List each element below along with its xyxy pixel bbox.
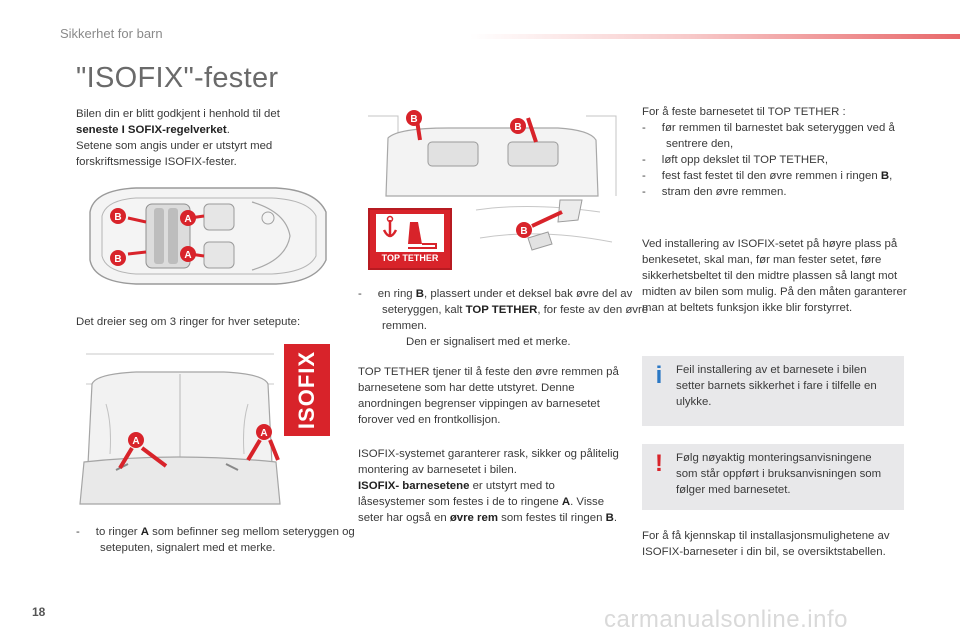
intro-line-2 [76,122,336,138]
tether-label-b-2: B [514,122,522,133]
intro-line-2-end: . [226,124,230,136]
isofix-p3: . Visse seter har også en [358,496,605,524]
step-2: - løft opp dekslet til TOP TETHER, [642,154,829,166]
isofix-badge [284,344,330,436]
bullet-b-line2: Den er signalisert med et merke. [406,336,571,348]
final-paragraph: For å få kjennskap til installasjonsmulighetene av ISOFIX-barneseter i din bil, se oversiktstabellen. [642,530,890,558]
seat-label-a-2: A [260,428,268,439]
info-box-text: Feil installering av et barnesete i bilen setter barnets sikkerhet i fare i tilfelle en ulykke. [676,364,877,408]
label-b-2: B [114,254,122,265]
seat-label-a-1: A [132,436,140,447]
isofix-p2: er utstyrt med to låsesystemer som festes i de to ringene [358,480,562,508]
watermark: carmanualsonline.info [604,606,848,633]
rings-intro: Det dreier seg om 3 ringer for hver setepute: [76,316,301,328]
anchor-seat-icon [376,214,444,252]
label-b-1: B [114,212,122,223]
step-3-pre: fest fast festet til den øvre remmen i ringen [661,170,881,182]
isofix-bold3: øvre rem [449,512,498,524]
label-a-1: A [184,214,192,225]
bullet-a-bold: A [140,526,149,538]
intro-line-3: Setene som angis under er utstyrt med [76,140,273,152]
step-1-text: før remmen til barnestet bak seteryggen ved å sentrere den, [661,122,895,150]
steps-intro: For å feste barnesetet til TOP TETHER : [642,106,846,118]
warning-icon: ! [655,450,663,477]
step-4-text: stram den øvre remmen. [661,186,787,198]
info-box [642,356,904,426]
bullet-a-pre: to ringer [95,526,141,538]
top-tether-icon-area [376,214,444,252]
rear-seat-isofix-illustration [76,344,284,514]
isofix-bold1: ISOFIX- barnesetene [358,480,470,492]
bullet-b-post: , for feste av den øvre remmen. [382,304,649,332]
info-icon: i [655,362,663,389]
intro-line-1: Bilen din er blitt godkjent i henhold til det [76,108,280,120]
warning-box-text: Følg nøyaktig monteringsanvisningene som står oppført i bruksanvisningen som følger med barnesetet. [676,452,882,496]
isofix-p1: ISOFIX-systemet garanterer rask, sikker og pålitelig montering av barnesetet i bilen. [358,448,619,476]
bullet-b-mid: , plassert under et deksel bak øvre del av seteryggen, kalt [382,288,633,316]
isofix-badge-text: ISOFIX [294,350,319,430]
isofix-bold2: A [561,496,571,508]
right-seat-paragraph: Ved installering av ISOFIX-setet på høyre plass på benkesetet, skal man, før man fester setet, føre sikkerhetsbeltet til den midtre plassen så langt mot midten av bilen som mulig. På den måten garanterer man at beltets funksjon ikke blir forstyrret. [642,238,907,314]
step-4: - stram den øvre remmen. [642,186,787,198]
top-tether-steps [642,104,908,200]
bullet-dash: - [358,288,362,300]
step-3-bold: B [880,170,890,182]
top-tether-badge-text: TOP TETHER [381,253,439,263]
bullet-a-post: som befinner seg mellom seteryggen og seteputen, signalert med et merke. [100,526,355,554]
top-tether-paragraph: TOP TETHER tjener til å feste den øvre remmen på barnesetene som har dette utstyret. Denne anordningen begrenser vippingen av barnesetet forover ved en frontkollisjon. [358,366,619,426]
bullet-b-bold2: TOP TETHER [465,304,538,316]
seatback-top-tether-illustration [358,108,626,200]
car-top-view-illustration [76,182,332,290]
isofix-p4: som festes til ringen [497,512,606,524]
cover-label-b: B [520,226,528,237]
label-a-2: A [184,250,192,261]
bullet-b-pre: en ring [377,288,416,300]
intro-paragraph [76,106,336,170]
step-2-text: løft opp dekslet til TOP TETHER, [661,154,829,166]
isofix-system-paragraph [358,446,624,526]
bullet-b-bold: B [415,288,425,300]
tether-label-b-1: B [410,114,418,125]
tether-cover-illustration [470,198,620,278]
step-1: - før remmen til barnestet bak seteryggen ved å sentrere den, [642,122,895,150]
bullet-ring-a [76,524,362,556]
step-3-post: , [889,170,893,182]
warning-box [642,444,904,510]
page-title: "ISOFIX"-fester [76,62,279,94]
isofix-p5: . [613,512,617,524]
section-header: Sikkerhet for barn [60,26,163,41]
bullet-dash: - [76,526,80,538]
isofix-bold4: B [605,512,614,524]
header-accent-bar [470,34,960,39]
intro-bold-regulation: seneste I SOFIX-regelverket [76,124,227,136]
intro-line-4: forskriftsmessige ISOFIX-fester. [76,156,237,168]
step-3: - fest fast festet til den øvre remmen i ringen B, [642,170,893,182]
page-number: 18 [32,605,46,619]
top-tether-badge [368,208,452,270]
bullet-ring-b [358,286,650,350]
